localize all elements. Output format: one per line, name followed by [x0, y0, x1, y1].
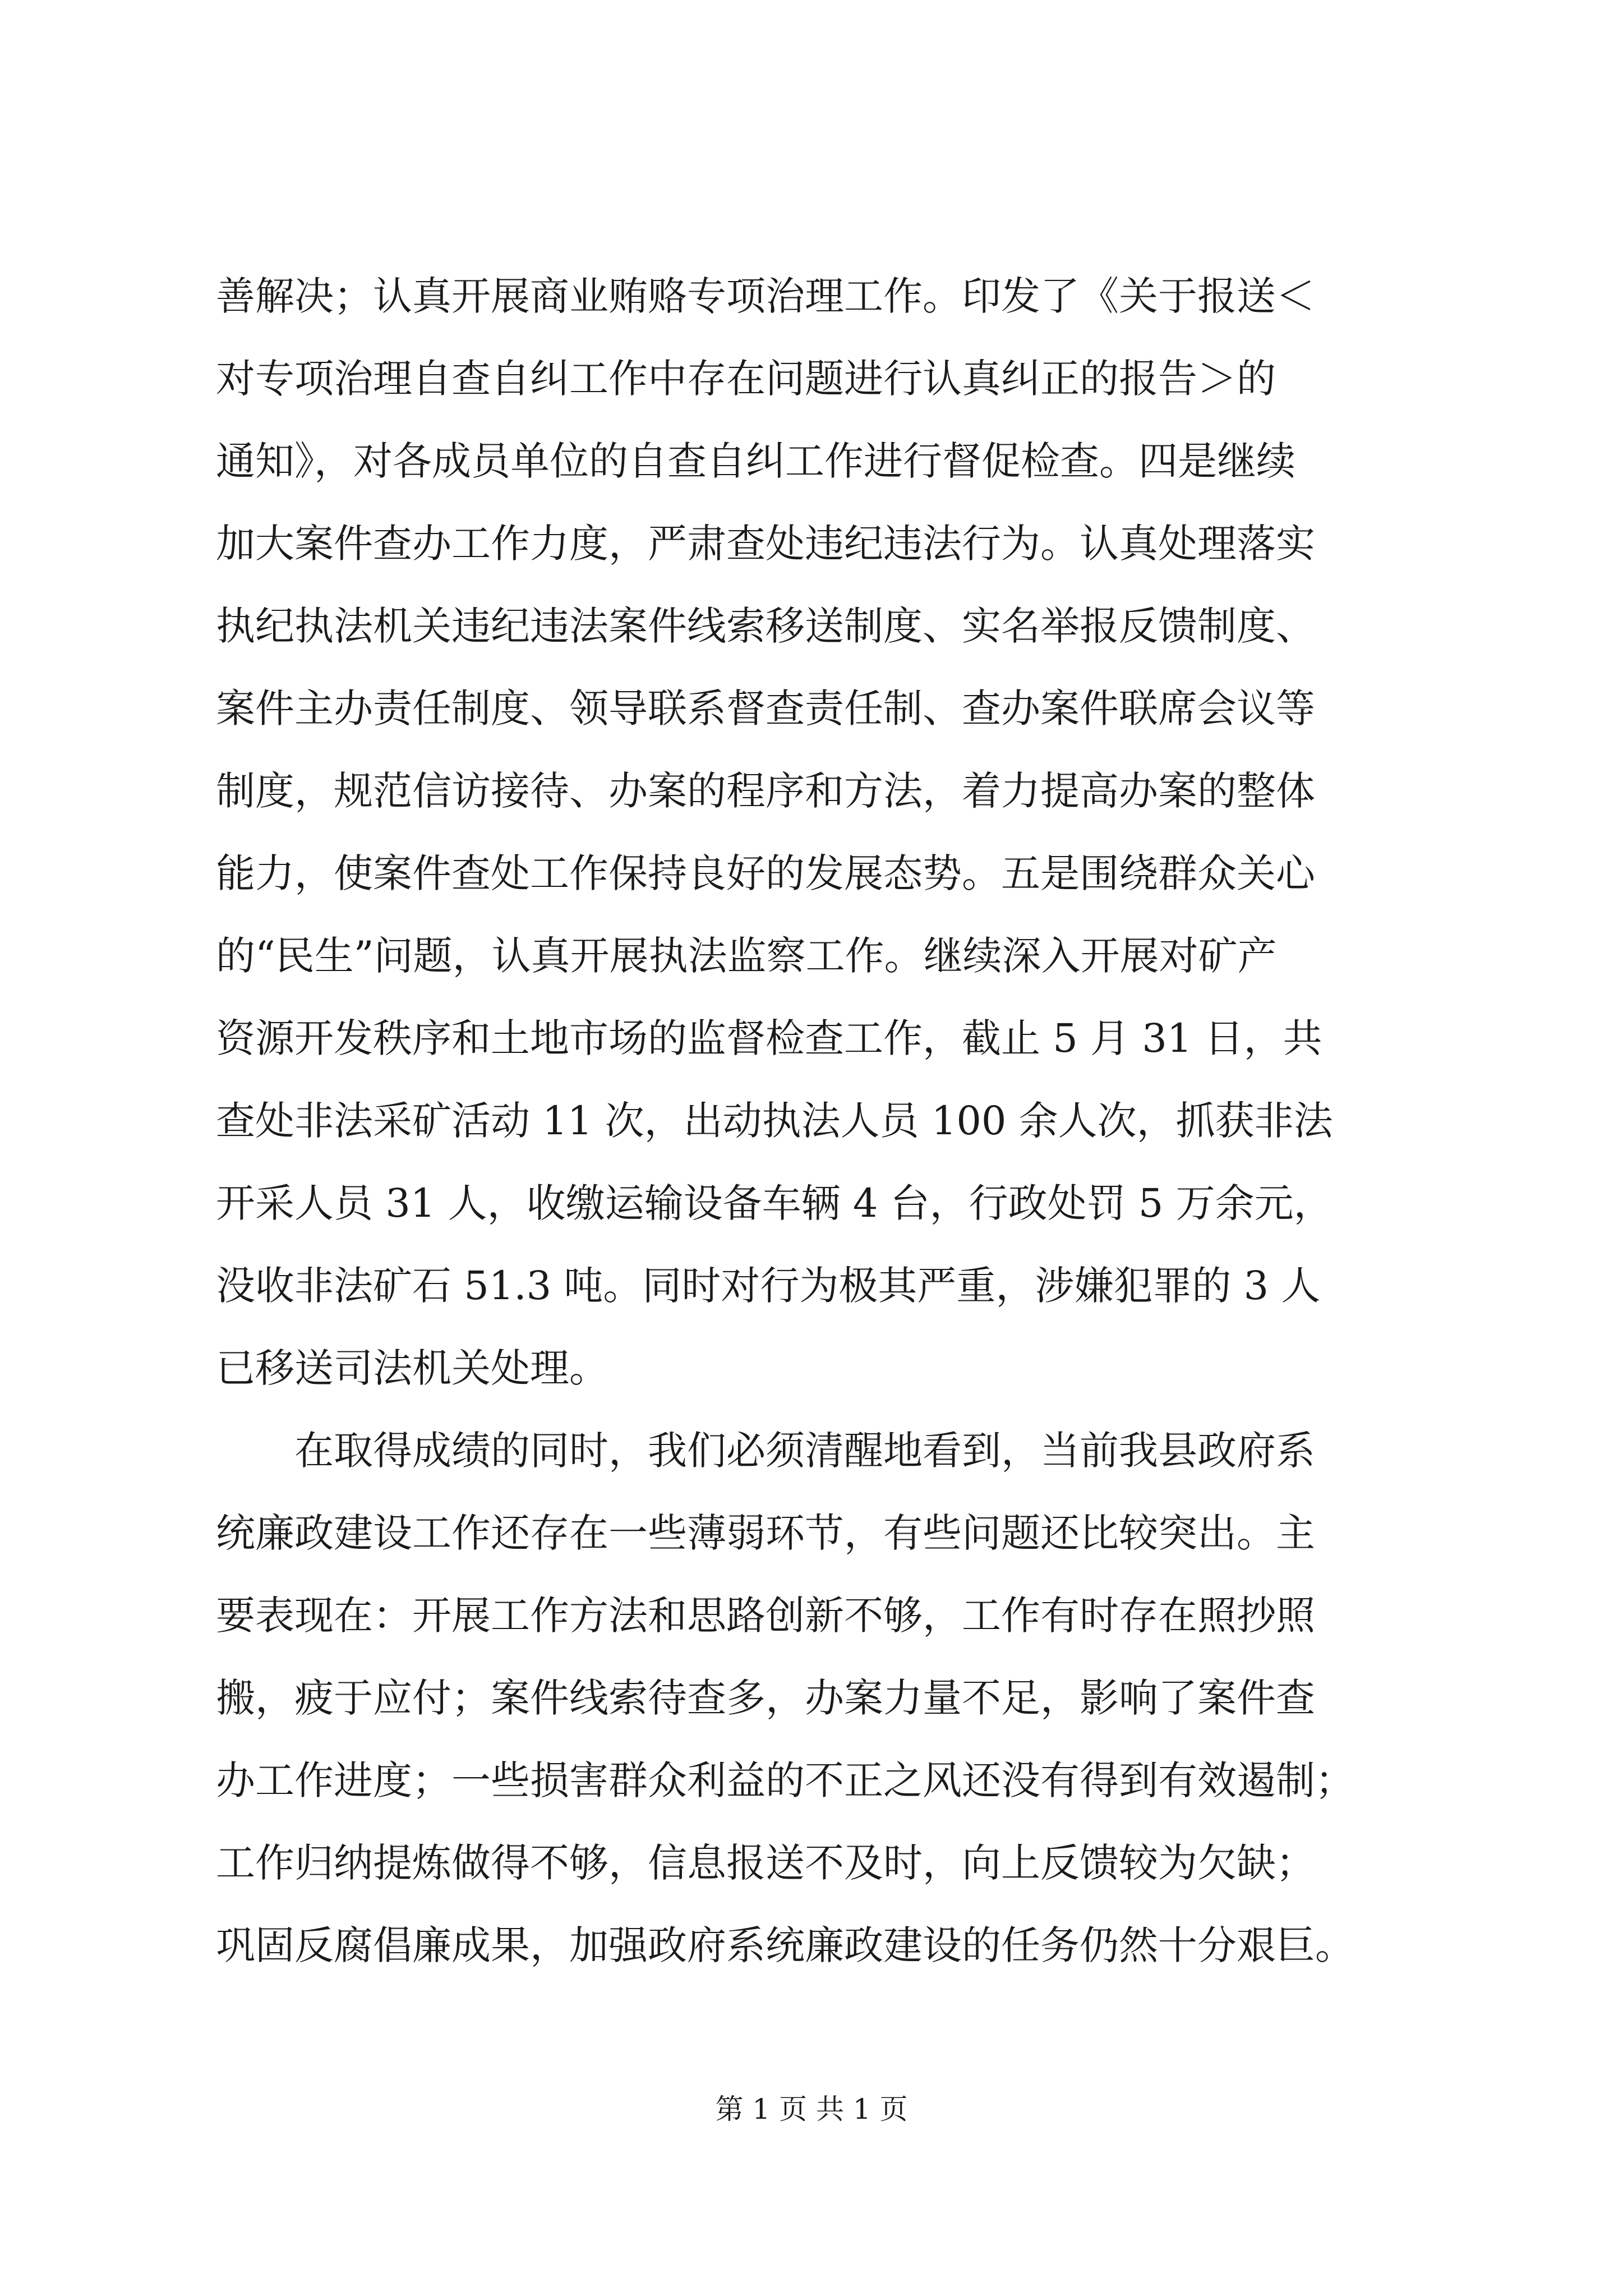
text-line: 已移送司法机关处理。 [216, 1345, 608, 1391]
text-line: 搬，疲于应付；案件线索待查多，办案力量不足，影响了案件查 [216, 1675, 1315, 1721]
text-line: 资源开发秩序和土地市场的监督检查工作，截止 5 月 31 日，共 [216, 1015, 1322, 1061]
text-line: 制度，规范信访接待、办案的程序和方法，着力提高办案的整体 [216, 768, 1315, 814]
text-line: 没收非法矿石 51.3 吨。同时对行为极其严重，涉嫌犯罪的 3 人 [216, 1263, 1321, 1309]
page-number-label: 第 1 页 共 1 页 [715, 2093, 908, 2125]
text-line: 加大案件查办工作力度，严肃查处违纪违法行为。认真处理落实 [216, 521, 1315, 567]
text-line: 统廉政建设工作还存在一些薄弱环节，有些问题还比较突出。主 [216, 1510, 1315, 1556]
text-line: 要表现在：开展工作方法和思路创新不够，工作有时存在照抄照 [216, 1593, 1315, 1639]
text-line: 善解决；认真开展商业贿赂专项治理工作。印发了《关于报送＜ [216, 273, 1315, 319]
text-line: 执纪执法机关违纪违法案件线索移送制度、实名举报反馈制度、 [216, 603, 1315, 649]
text-line: 查处非法采矿活动 11 次，出动执法人员 100 余人次，抓获非法 [216, 1098, 1333, 1144]
text-line: 案件主办责任制度、领导联系督查责任制、查办案件联席会议等 [216, 685, 1315, 731]
text-line: 通知》，对各成员单位的自查自纠工作进行督促检查。四是继续 [216, 438, 1295, 484]
page-footer [0, 2090, 1623, 2129]
text-line: 的“民生”问题，认真开展执法监察工作。继续深入开展对矿产 [216, 933, 1277, 979]
document-body [216, 255, 1416, 1987]
text-line: 巩固反腐倡廉成果，加强政府系统廉政建设的任务仍然十分艰巨。 [216, 1922, 1354, 1968]
text-line: 办工作进度；一些损害群众利益的不正之风还没有得到有效遏制； [216, 1757, 1354, 1803]
paragraph-first-line: 在取得成绩的同时，我们必须清醒地看到，当前我县政府系 [216, 1428, 1315, 1474]
text-line: 能力，使案件查处工作保持良好的发展态势。五是围绕群众关心 [216, 850, 1315, 896]
text-line: 开采人员 31 人，收缴运输设备车辆 4 台，行政处罚 5 万余元， [216, 1180, 1333, 1226]
text-line: 对专项治理自查自纠工作中存在问题进行认真纠正的报告＞的 [216, 356, 1276, 402]
text-line: 工作归纳提炼做得不够，信息报送不及时，向上反馈较为欠缺； [216, 1840, 1315, 1886]
